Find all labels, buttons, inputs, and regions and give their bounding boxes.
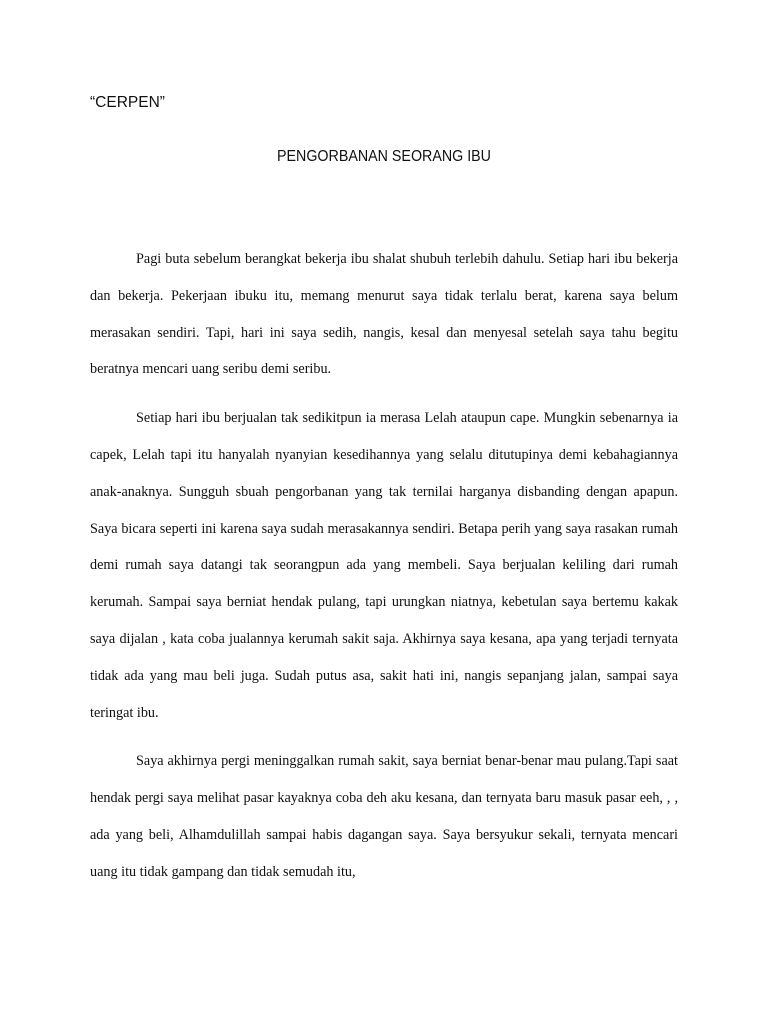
document-title: PENGORBANAN SEORANG IBU: [277, 148, 491, 165]
document-body: [90, 241, 678, 903]
paragraph-2: Setiap hari ibu berjualan tak sedikitpun ia merasa Lelah ataupun cape. Mungkin sebenarnya ia capek, Lelah tapi itu hanyalah nyanyian kesedihannya yang selalu ditutupinya demi kebahagiannya anak-anaknya. Sungguh sbuah pengorbanan yang tak ternilai harganya disbanding dengan apapun. Saya bicara seperti ini karena saya sudah merasakannya sendiri. Betapa perih yang saya rasakan rumah demi rumah saya datangi tak seorangpun ada yang membeli. Saya berjualan keliling dari rumah kerumah. Sampai saya berniat hendak pulang, tapi urungkan niatnya, kebetulan saya bertemu kakak saya dijalan , kata coba jualannya kerumah sakit saja. Akhirnya saya kesana, apa yang terjadi ternyata tidak ada yang mau beli juga. Sudah putus asa, sakit hati ini, nangis sepanjang jalan, sampai saya teringat ibu.: [90, 410, 678, 721]
paragraph-3: Saya akhirnya pergi meninggalkan rumah sakit, saya berniat benar-benar mau pulang.Tapi saat hendak pergi saya melihat pasar kayaknya coba deh aku kesana, dan ternyata baru masuk pasar eeh, , , ada yang beli, Alhamdulillah sampai habis dagangan saya. Saya bersyukur sekali, ternyata mencari uang itu tidak gampang dan tidak semudah itu,: [90, 753, 678, 880]
paragraph-1: Pagi buta sebelum berangkat bekerja ibu shalat shubuh terlebih dahulu. Setiap hari ibu bekerja dan bekerja. Pekerjaan ibuku itu, memang menurut saya tidak terlalu berat, karena saya belum merasakan sendiri. Tapi, hari ini saya sedih, nangis, kesal dan menyesal setelah saya tahu begitu beratnya mencari uang seribu demi seribu.: [90, 251, 678, 378]
document-label: “CERPEN”: [90, 94, 165, 111]
